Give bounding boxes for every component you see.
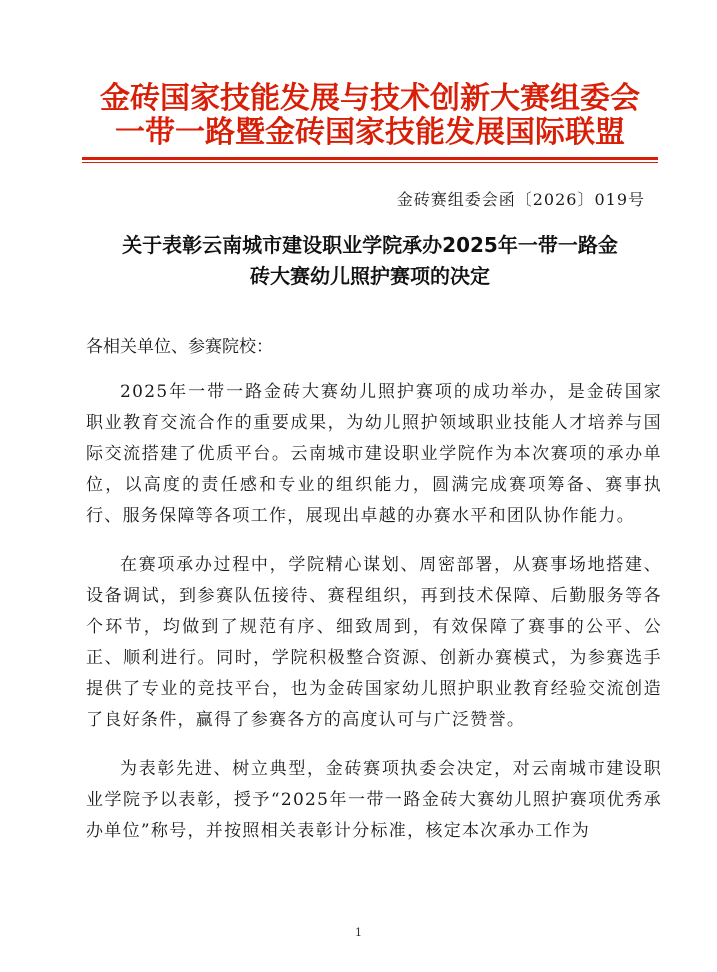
- header-divider-thin: [82, 162, 658, 163]
- document-body: [86, 332, 662, 865]
- document-title-line-2: 砖大赛幼儿照护赛项的决定: [250, 264, 490, 288]
- body-paragraph-2: 在赛项承办过程中，学院精心谋划、周密部署，从赛事场地搭建、设备调试，到参赛队伍接待、赛程组织，再到技术保障、后勤服务等各个环节，均做到了规范有序、细致周到，有效保障了赛事的公平、公正、顺利进行。同时，学院积极整合资源、创新办赛模式，为参赛选手提供了专业的竞技平台，也为金砖国家幼儿照护职业教育经验交流创造了良好条件，赢得了参赛各方的高度认可与广泛赞誉。: [86, 555, 662, 730]
- document-title-line-1: 关于表彰云南城市建设职业学院承办2025年一带一路金: [122, 233, 618, 257]
- page-number: 1: [355, 926, 362, 939]
- salutation: 各相关单位、参赛院校：: [86, 337, 273, 357]
- issuer-header-line-2: 一带一路暨金砖国家技能发展国际联盟: [115, 115, 625, 150]
- body-paragraph-3: 为表彰先进、树立典型，金砖赛项执委会决定，对云南城市建设职业学院予以表彰，授予“2025年一带一路金砖大赛幼儿照护赛项优秀承办单位”称号，并按照相关表彰计分标准，核定本次承办工作为: [86, 759, 662, 841]
- document-title: [80, 230, 660, 292]
- issuer-header-line-1: 金砖国家技能发展与技术创新大赛组委会: [100, 81, 640, 116]
- header-divider-thick: [82, 157, 658, 160]
- body-paragraph-1: 2025年一带一路金砖大赛幼儿照护赛项的成功举办，是金砖国家职业教育交流合作的重要成果，为幼儿照护领域职业技能人才培养与国际交流搭建了优质平台。云南城市建设职业学院作为本次赛项的承办单位，以高度的责任感和专业的组织能力，圆满完成赛项筹备、赛事执行、服务保障等各项工作，展现出卓越的办赛水平和团队协作能力。: [86, 382, 662, 526]
- issuer-header: [80, 82, 660, 150]
- document-reference-number: 金砖赛组委会函〔2026〕019号: [396, 190, 645, 209]
